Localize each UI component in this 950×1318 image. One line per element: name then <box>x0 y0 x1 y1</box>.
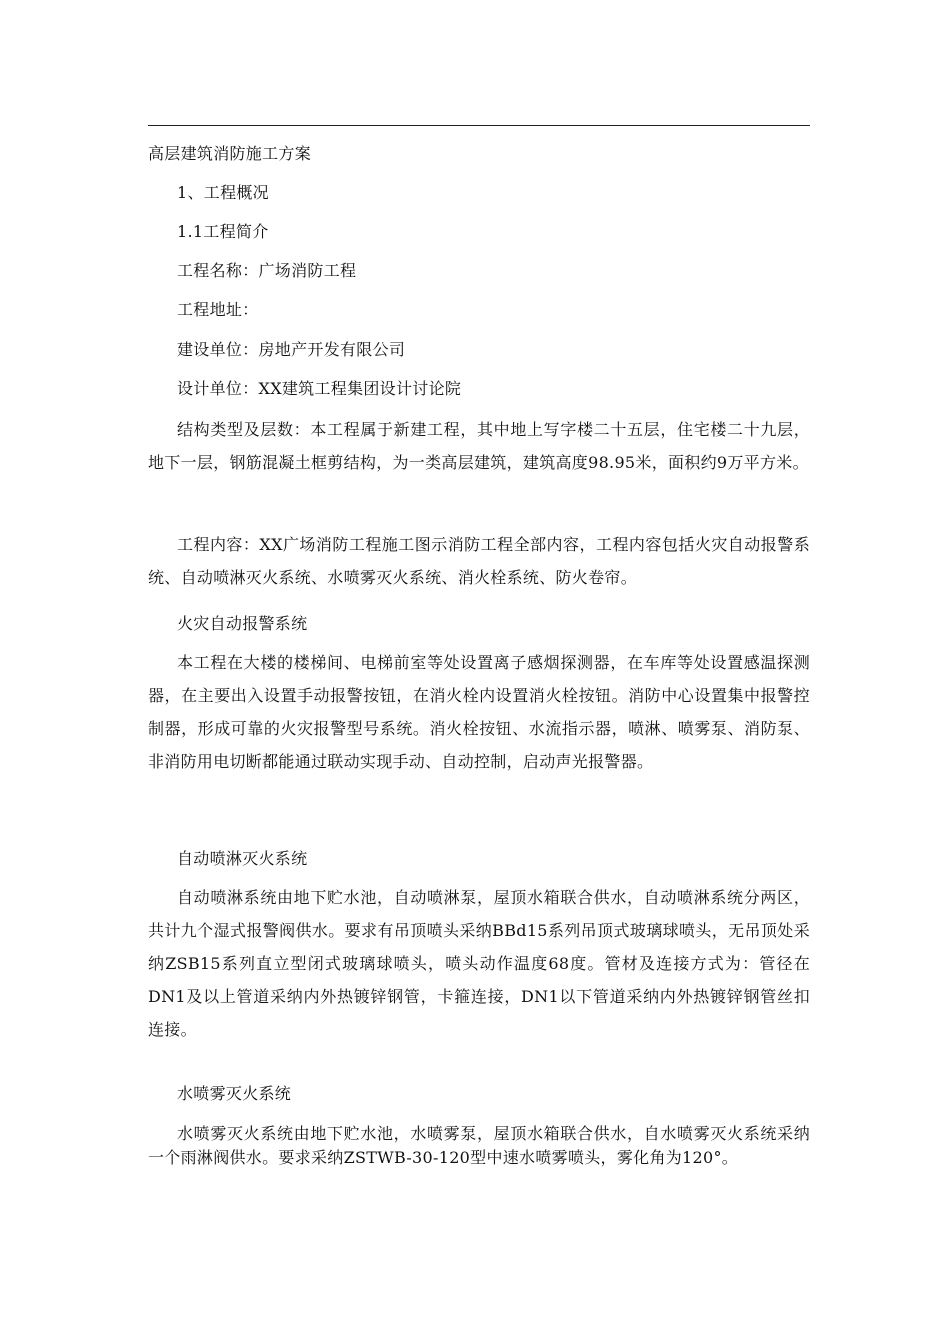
section-heading-1: 1、工程概况 <box>177 183 269 202</box>
design-unit: 设计单位：XX建筑工程集团设计讨论院 <box>177 379 462 398</box>
fire-alarm-heading: 火灾自动报警系统 <box>177 614 308 633</box>
project-name: 工程名称：广场消防工程 <box>177 261 357 280</box>
builder-unit: 建设单位：房地产开发有限公司 <box>177 340 406 359</box>
section-heading-1-1: 1.1工程简介 <box>177 222 269 241</box>
fire-alarm-paragraph: 本工程在大楼的楼梯间、电梯前室等处设置离子感烟探测器，在车库等处设置感温探测器，在主要出入设置手动报警按钮，在消火栓内设置消火栓按钮。消防中心设置集中报警控制器，形成可靠的火灾报警型号系统。消火栓按钮、水流指示器，喷淋、喷雾泵、消防泵、非消防用电切断都能通过联动实现手动、自动控制，启动声光报警器。 <box>148 653 810 771</box>
content-paragraph: 工程内容：XX广场消防工程施工图示消防工程全部内容，工程内容包括火灾自动报警系统、自动喷淋灭火系统、水喷雾灭火系统、消火栓系统、防火卷帘。 <box>148 535 810 587</box>
header-rule <box>148 125 810 126</box>
sprinkler-heading: 自动喷淋灭火系统 <box>177 849 308 868</box>
water-spray-paragraph: 水喷雾灭火系统由地下贮水池，水喷雾泵，屋顶水箱联合供水，自水喷雾灭火系统采纳一个雨淋阀供水。要求采纳ZSTWB-30-120型中速水喷雾喷头，雾化角为120°。 <box>148 1124 810 1167</box>
sprinkler-paragraph: 自动喷淋系统由地下贮水池，自动喷淋泵，屋顶水箱联合供水，自动喷淋系统分两区，共计九个湿式报警阀供水。要求有吊顶喷头采纳BBd15系列吊顶式玻璃球喷头，无吊顶处采纳ZSB15系列直立型闭式玻璃球喷头，喷头动作温度68度。管材及连接方式为：管径在DN1及以上管道采纳内外热镀锌钢管，卡箍连接，DN1以下管道采纳内外热镀锌钢管丝扣连接。 <box>148 888 810 1039</box>
structure-paragraph: 结构类型及层数：本工程属于新建工程，其中地上写字楼二十五层，住宅楼二十九层，地下一层，钢筋混凝土框剪结构，为一类高层建筑，建筑高度98.95米，面积约9万平方米。 <box>148 420 810 472</box>
project-address: 工程地址： <box>177 300 259 319</box>
water-spray-heading: 水喷雾灭火系统 <box>177 1084 292 1103</box>
document-title: 高层建筑消防施工方案 <box>148 144 312 163</box>
